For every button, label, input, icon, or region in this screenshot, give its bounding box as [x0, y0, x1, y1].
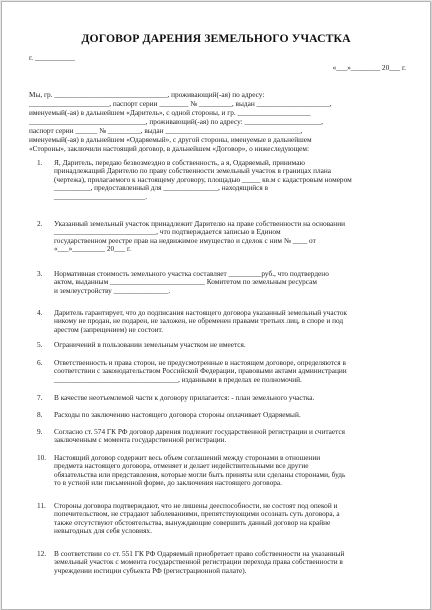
clause-line: предмета настоящего договора, отменяет и делает недействительными все другие — [54, 461, 309, 471]
clause-line: «___»_________ 20___ г. — [54, 244, 131, 254]
clause-11 — [54, 502, 400, 536]
preamble-line: именуемый(-ая) в дальнейшем «Одаряемый», с другой стороны, именуемые в дальнейшем — [29, 135, 312, 144]
clause-line: __________________________________, изданными в пределах ее полномочий. — [54, 374, 302, 384]
clause-number: 5. — [37, 340, 43, 349]
clause-line: и землеустройству _______________. — [54, 285, 171, 295]
clause-line: Указанный земельный участок принадлежит Дарителю на праве собственности на основании — [54, 219, 346, 228]
clause-number: 10. — [37, 453, 47, 462]
preamble-line: ______________________, паспорт серии ________ № _________, выдан ____________________, — [29, 99, 332, 108]
clause-12 — [54, 550, 400, 575]
clause-line: Согласно ст. 574 ГК РФ договор дарения подлежит государственной регистрации и считается — [54, 427, 346, 436]
clause-line: Настоящий договор содержит весь объем соглашений между сторонами в отношении — [54, 453, 321, 462]
clause-line: Ограничений в пользовании земельным участком не имеется. — [54, 340, 246, 349]
clause-line: то в устной или письменной форме, до заключения настоящего договора. — [54, 478, 282, 488]
clause-2 — [54, 220, 400, 254]
clause-line: арестом (запрещением) не состоит. — [54, 324, 164, 334]
document-title: ДОГОВОР ДАРЕНИЯ ЗЕМЕЛЬНОГО УЧАСТКА — [81, 32, 351, 45]
clause-6 — [54, 359, 400, 384]
preamble-line: «Стороны», заключили настоящий договор, в дальнейшем «Договор», о нижеследующем: — [29, 144, 310, 153]
preamble-line: паспорт серии ______ № _________, выдан _____________________________________, — [29, 126, 303, 135]
clause-7 — [54, 394, 400, 402]
clause-line: принадлежащий Дарителю по праву собственности земельный участок в границах плана — [54, 166, 332, 176]
clause-line: обязательства или представления, которые могли быть приняты или сделаны сторонами, будь — [54, 469, 346, 479]
clause-number: 2. — [37, 219, 43, 228]
preamble-line: ________________________________, проживающий(-ая) по адресу: _____________________, — [29, 117, 323, 126]
clause-line: Стороны договора подтверждают, что не лишены дееспособности, не состоят под опекой и — [54, 501, 338, 510]
clause-10 — [54, 454, 400, 488]
clause-number: 6. — [37, 358, 43, 367]
clause-line: Даритель гарантирует, что до подписания настоящего договора указанный земельный участок — [54, 308, 348, 317]
clause-1 — [54, 159, 400, 201]
clause-line: попечительством, не страдают заболеваниями, препятствующими осознать суть договора, а — [54, 509, 340, 519]
clause-number: 9. — [37, 427, 43, 436]
preamble-line: Мы, гр. _______________________________, проживающий(-ая) по адресу: — [29, 90, 265, 99]
clause-number: 11. — [37, 501, 46, 510]
clause-line: Я, Даритель, передаю безвозмездно в собственность, а я, Одаряемый, принимаю — [54, 158, 305, 167]
clause-line: никому не продан, не подарен, не заложен, не обременен правами третьих лиц, в споре и под — [54, 316, 344, 326]
document-page — [1, 1, 431, 610]
clause-line: Нормативная стоимость земельного участка составляет _________руб., что подтвердено — [54, 269, 329, 278]
clause-number: 3. — [37, 269, 43, 278]
clause-line: соответствии с законодательством Российской Федерации, правовыми актами администрации — [54, 366, 347, 376]
clause-line: В соответствии со ст. 551 ГК РФ Одаряемый приобретает право собственности на указанный — [54, 549, 345, 558]
clause-5 — [54, 341, 400, 349]
clause-9 — [54, 428, 400, 445]
clause-line: _________________________. — [54, 191, 148, 201]
clause-number: 1. — [37, 158, 43, 167]
clause-line: ____________________________, что подтверждается записью в Едином — [54, 227, 281, 237]
clause-line: В качестве неотъемлемой части к договору прилагается: - план земельного участка. — [54, 393, 315, 402]
clause-number: 12. — [37, 549, 47, 558]
clause-line: земельный участок с момента государственной регистрации перехода права собственности в — [54, 557, 343, 567]
clause-4 — [54, 309, 400, 334]
clause-line: Ответственность и права сторон, не предусмотренные в настоящем договоре, определяются в — [54, 358, 346, 367]
date-line: «___»________ 20___ г. — [332, 63, 406, 72]
clause-line: актом, выданным __________________________ Комитетом по земельным ресурсам — [54, 277, 317, 287]
clause-line: Расходы по заключению настоящего договора стороны оплачивает Одаряемый. — [54, 410, 301, 419]
clause-3 — [54, 270, 400, 295]
city-line: г. ___________ — [29, 53, 75, 62]
clause-line: __________, предоставленный для _______________, находящийся в — [54, 183, 269, 193]
clause-number: 4. — [37, 308, 43, 317]
clause-line: учреждении юстиции субъекта РФ (регистрационной палате). — [54, 565, 247, 575]
clause-line: (чертежа), прилагаемого к настоящему договору, площадью _____ кв.м с кадастровым номером — [54, 174, 352, 184]
preamble-line: именуемый(-ая) в дальнейшем «Даритель», с одной стороны, и гр. ____________________ — [29, 108, 311, 117]
clause-line: государственном реестре прав на недвижимое имущество и сделок с ним № ____ от — [54, 235, 316, 245]
clause-8 — [54, 411, 400, 419]
clause-line: заключенным с момента государственной регистрации. — [54, 435, 227, 445]
clause-number: 8. — [37, 410, 43, 419]
clause-line: также отсутствуют обстоятельства, вынуждающие совершить данный договор на крайне — [54, 517, 331, 527]
clause-number: 7. — [37, 393, 43, 402]
clause-line: невыгодных для себя условиях. — [54, 526, 152, 536]
